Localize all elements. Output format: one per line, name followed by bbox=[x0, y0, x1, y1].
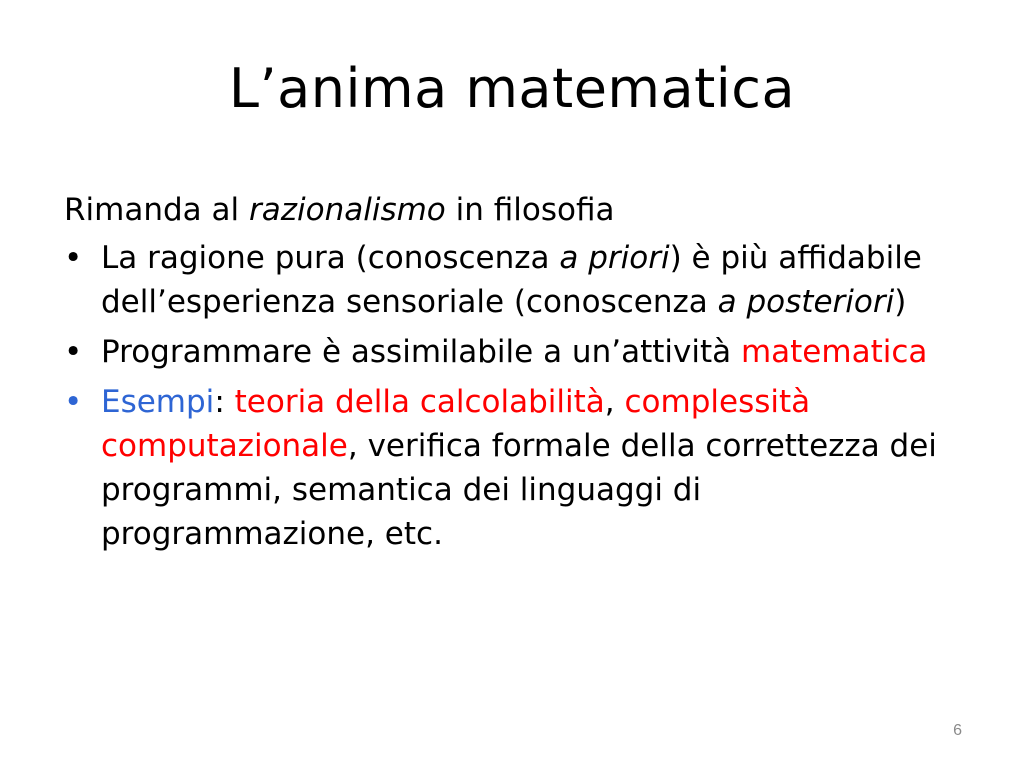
intro-line bbox=[64, 188, 964, 232]
bullet-text: ) è più affidabile dell’esperienza sensoriale (conoscenza bbox=[101, 240, 922, 320]
examples-label: Esempi bbox=[101, 384, 215, 420]
bullet-text: Programmare è assimilabile a un’attività bbox=[101, 334, 741, 370]
intro-emphasis: razionalismo bbox=[249, 192, 446, 228]
bullet-highlight-red: matematica bbox=[740, 334, 928, 370]
examples-item-calcolabilita: teoria della calcolabilità bbox=[234, 384, 605, 420]
examples-item-complessita: complessità computazionale bbox=[101, 384, 811, 464]
bullet-emphasis: a priori bbox=[559, 240, 670, 276]
bullet-list bbox=[64, 236, 964, 556]
bullet-text: ) bbox=[894, 284, 907, 320]
bullet-dot-icon: • bbox=[64, 334, 83, 370]
intro-text-after: in filosofia bbox=[445, 192, 615, 228]
intro-text-before: Rimanda al bbox=[64, 192, 249, 228]
bullet-emphasis: a posteriori bbox=[717, 284, 895, 320]
examples-colon: : bbox=[214, 384, 235, 420]
bullet-dot-icon: • bbox=[64, 384, 83, 420]
bullet-item-examples bbox=[64, 380, 964, 556]
examples-separator: , bbox=[604, 384, 625, 420]
slide-content bbox=[64, 188, 964, 562]
examples-rest: , verifica formale della correttezza dei programmi, semantica dei linguaggi di programmazione, etc. bbox=[101, 428, 937, 552]
bullet-text: La ragione pura (conoscenza bbox=[101, 240, 560, 276]
bullet-dot-icon: • bbox=[64, 240, 83, 276]
slide-title: L’anima matematica bbox=[228, 57, 796, 120]
page-number: 6 bbox=[953, 722, 962, 739]
bullet-item-programming bbox=[64, 330, 964, 374]
bullet-item-reason bbox=[64, 236, 964, 324]
